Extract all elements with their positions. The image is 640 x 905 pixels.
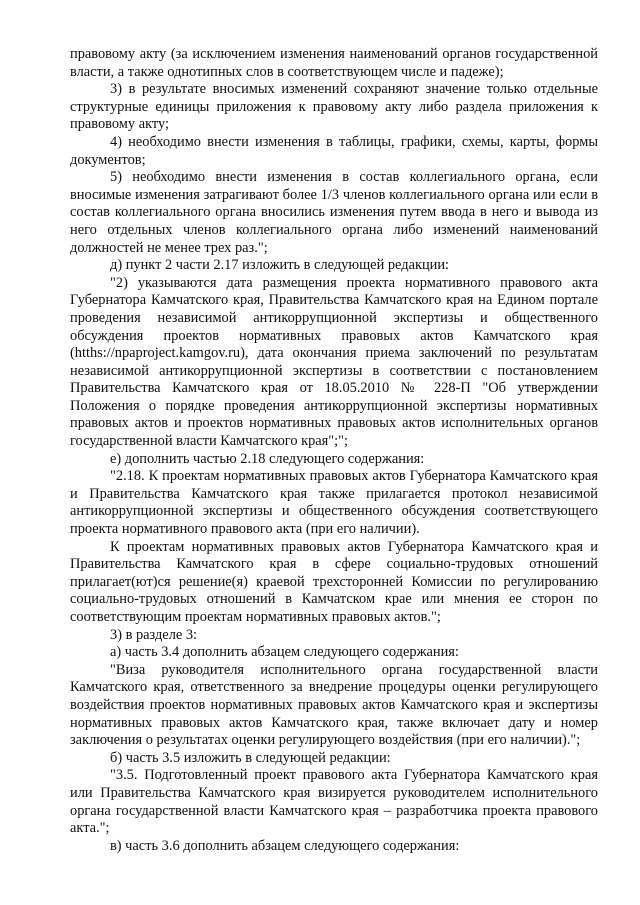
paragraph-10: а) часть 3.4 дополнить абзацем следующего содержания: bbox=[110, 644, 459, 661]
paragraph-5: "2) указываются дата размещения проекта нормативного правового акта Губернатора Камчатского края, Правительства Камчатского края на Едином портале проведения независимой антикоррупционной экспертизы и общественного обсуждения проектов нормативных правовых актов Камчатского края (htths://npaproject.kamgov.ru), дата окончания приема заключений по результатам независимой антикоррупционной экспертизы в соответствии с постановлением Правительства Камчатского края от 18.05.2010 № 228-П "Об утверждении Положения о порядке проведения антикоррупционной экспертизы нормативных правовых актов и проектов нормативных правовых актов исполнительных органов государственной власти Камчатского края";"; bbox=[70, 274, 598, 450]
paragraph-4: д) пункт 2 части 2.17 изложить в следующей редакции: bbox=[110, 257, 450, 274]
paragraph-12: б) часть 3.5 изложить в следующей редакции: bbox=[110, 749, 391, 766]
paragraph-7: "2.18. К проектам нормативных правовых актов Губернатора Камчатского края и Правительства Камчатского края также прилагается протокол независимой антикоррупционной экспертизы и общественного обсуждения соответствующего проекта нормативного правового акта (при его наличии). bbox=[70, 468, 598, 538]
paragraph-14: в) часть 3.6 дополнить абзацем следующего содержания: bbox=[110, 837, 460, 854]
paragraph-11: "Виза руководителя исполнительного органа государственной власти Камчатского края, ответственного за внедрение процедуры оценки регулирующего воздействия проектов нормативных правовых актов Камчатского края и экспертизы нормативных правовых актов Камчатского края, также включает дату и номер заключения о результатах оценки регулирующего воздействия (при его наличии)."; bbox=[70, 661, 598, 749]
paragraph-6: е) дополнить частью 2.18 следующего содержания: bbox=[110, 450, 425, 467]
paragraph-13: "3.5. Подготовленный проект правового акта Губернатора Камчатского края или Правительства Камчатского края визируется руководителем исполнительного органа государственной власти Камчатского края – разработчика проекта правового акта."; bbox=[70, 767, 598, 837]
paragraph-9: 3) в разделе 3: bbox=[110, 626, 198, 643]
paragraph-3: 5) необходимо внести изменения в состав коллегиального органа, если вносимые изменения затрагивают более 1/3 членов коллегиального органа или если в состав коллегиального органа вносились изменения путем ввода в него и вывода из него отдельных членов коллегиального органа либо изменений наименований должностей не менее трех раз."; bbox=[70, 169, 598, 256]
paragraph-2: 4) необходимо внести изменения в таблицы, графики, схемы, карты, формы документов; bbox=[70, 133, 598, 168]
paragraph-1: 3) в результате вносимых изменений сохраняют значение только отдельные структурные единицы приложения к правовому акту либо раздела приложения к правовому акту; bbox=[70, 81, 598, 133]
paragraph-0: правовому акту (за исключением изменения наименований органов государственной власти, а также однотипных слов в соответствующем числе и падеже); bbox=[70, 46, 598, 80]
paragraph-8: К проектам нормативных правовых актов Губернатора Камчатского края и Правительства Камчатского края в сфере социально-трудовых отношений прилагает(ют)ся решение(я) краевой трехсторонней Комиссии по регулированию социально-трудовых отношений в Камчатском крае или мнения ее сторон по соответствующим проектам нормативных правовых актов."; bbox=[70, 538, 598, 625]
